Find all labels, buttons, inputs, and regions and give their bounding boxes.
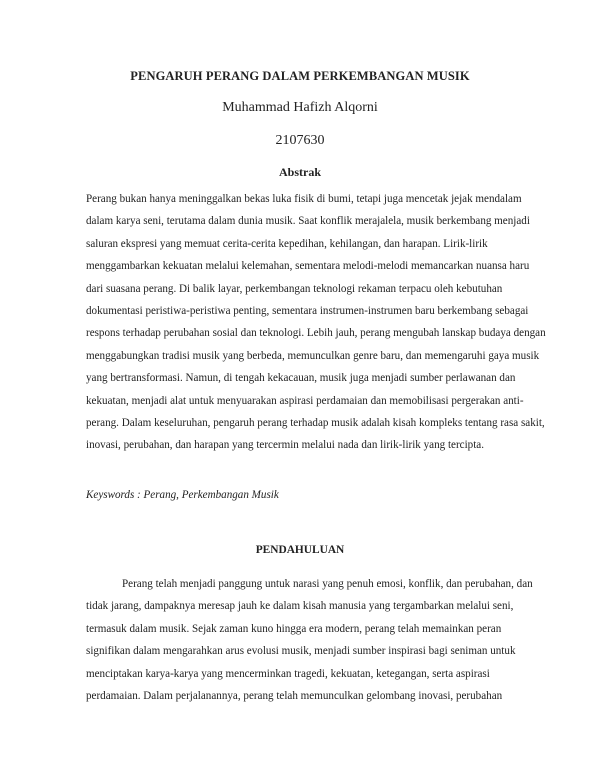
document-title: PENGARUH PERANG DALAM PERKEMBANGAN MUSIK <box>130 69 470 83</box>
student-id: 2107630 <box>275 133 325 148</box>
introduction-paragraph: Perang telah menjadi panggung untuk narasi yang penuh emosi, konflik, dan perubahan, dan tidak jarang, dampaknya meresap jauh ke dalam kisah manusia yang tergambarkan melalui seni, termasuk dalam musik. Sejak zaman kuno hingga era modern, perang telah memainkan peran signifikan dalam mengarahkan arus evolusi musik, menjadi sumber inspirasi bagi seniman untuk menciptakan karya-karya yang mencerminkan tragedi, kekuatan, ketegangan, serta aspirasi perdamaian. Dalam perjalanannya, perang telah memunculkan gelombang inovasi, perubahan <box>86 578 533 703</box>
section-heading-introduction: PENDAHULUAN <box>255 544 345 556</box>
abstract-heading: Abstrak <box>278 165 321 179</box>
keywords-line: Keyswords : Perang, Perkembangan Musik <box>86 489 279 501</box>
author-name: Muhammad Hafizh Alqorni <box>222 100 378 115</box>
abstract-paragraph: Perang bukan hanya meninggalkan bekas luka fisik di bumi, tetapi juga mencetak jejak mendalam dalam karya seni, terutama dalam dunia musik. Saat konflik merajalela, musik berkembang menjadi saluran ekspresi yang memuat cerita-cerita kepedihan, kehilangan, dan harapan. Lirik-lirik menggambarkan kekuatan melalui kelemahan, sementara melodi-melodi memancarkan nuansa haru dari suasana perang. Di balik layar, perkembangan teknologi rekaman terpacu oleh kebutuhan dokumentasi peristiwa-peristiwa penting, sementara instrumen-instrumen baru berkembang sebagai respons terhadap perubahan sosial dan teknologi. Lebih jauh, perang mengubah lanskap budaya dengan menggabungkan tradisi musik yang berbeda, memunculkan genre baru, dan memengaruhi gaya musik yang bertransformasi. Namun, di tengah kekacauan, musik juga menjadi sumber perlawanan dan kekuatan, menjadi alat untuk menyuarakan aspirasi perdamaian dan memobilisasi pergerakan anti-perang. Dalam keseluruhan, pengaruh perang terhadap musik adalah kisah kompleks tentang rasa sakit, inovasi, perubahan, dan harapan yang tercermin melalui nada dan lirik-lirik yang tercipta. <box>86 193 546 452</box>
